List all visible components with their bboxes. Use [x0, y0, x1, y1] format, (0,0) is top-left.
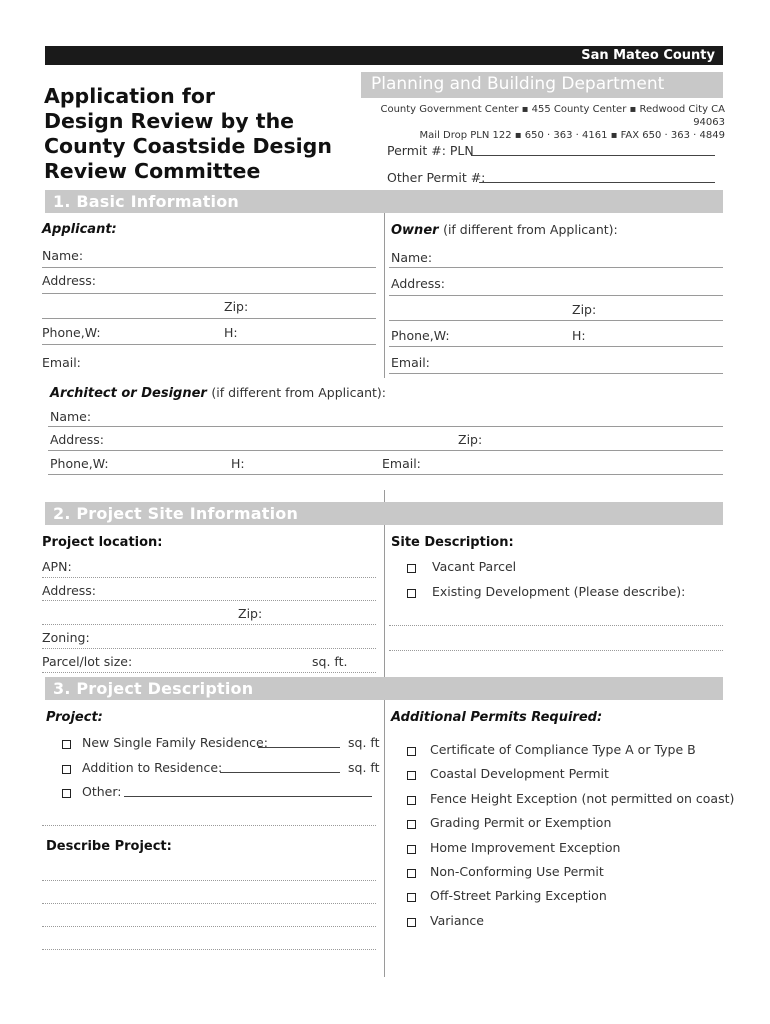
non-conforming-checkbox[interactable] [407, 869, 416, 878]
coastal-development-checkbox[interactable] [407, 771, 416, 780]
non-conforming-label: Non-Conforming Use Permit [430, 864, 604, 879]
applicant-address-field[interactable] [42, 293, 376, 294]
addition-label: Addition to Residence: [82, 760, 223, 775]
site-address-field[interactable] [42, 600, 376, 601]
applicant-address-label: Address: [42, 273, 96, 288]
additional-permits-heading: Additional Permits Required: [391, 710, 603, 725]
department-name: Planning and Building Department [371, 74, 665, 94]
apn-field[interactable] [42, 577, 376, 578]
section1-divider [384, 213, 385, 378]
applicant-name-label: Name: [42, 248, 84, 263]
architect-address-label: Address: [50, 432, 104, 447]
parcel-size-field[interactable] [42, 672, 376, 673]
vacant-parcel-checkbox[interactable] [407, 564, 416, 573]
section3-divider [384, 700, 385, 977]
project-separator [42, 825, 376, 826]
architect-zip-label: Zip: [458, 432, 483, 447]
owner-address-field[interactable] [389, 295, 723, 296]
applicant-phone-label: Phone,W: [42, 325, 101, 340]
architect-address-field[interactable] [48, 450, 723, 451]
grading-permit-checkbox[interactable] [407, 820, 416, 829]
fence-height-checkbox[interactable] [407, 796, 416, 805]
other-permit-field[interactable] [479, 182, 715, 183]
fence-height-label: Fence Height Exception (not permitted on coast) [430, 791, 735, 806]
grading-permit-label: Grading Permit or Exemption [430, 815, 612, 830]
variance-label: Variance [430, 913, 484, 928]
describe-project-line-4[interactable] [42, 949, 376, 950]
section-project-site-information: 2. Project Site Information [45, 502, 723, 525]
page-title: Application for Design Review by the County Coastside Design Review Committee [44, 84, 332, 183]
variance-checkbox[interactable] [407, 918, 416, 927]
project-location-heading: Project location: [42, 535, 163, 550]
off-street-parking-checkbox[interactable] [407, 893, 416, 902]
existing-development-label: Existing Development (Please describe): [432, 584, 686, 599]
describe-project-line-1[interactable] [42, 880, 376, 881]
owner-home-phone-label: H: [572, 328, 586, 343]
section2-divider [384, 525, 385, 677]
site-address-label: Address: [42, 583, 96, 598]
architect-email-label: Email: [382, 456, 421, 471]
certificate-compliance-label: Certificate of Compliance Type A or Type B [430, 742, 696, 757]
certificate-compliance-checkbox[interactable] [407, 747, 416, 756]
site-zip-field[interactable] [42, 624, 376, 625]
section-basic-information: 1. Basic Information [45, 190, 723, 213]
applicant-home-phone-label: H: [224, 325, 238, 340]
site-zip-label: Zip: [238, 606, 263, 621]
applicant-zip-label: Zip: [224, 299, 249, 314]
home-improvement-checkbox[interactable] [407, 845, 416, 854]
section-project-description: 3. Project Description [45, 677, 723, 700]
section1-divider-lower [384, 490, 385, 502]
describe-project-line-2[interactable] [42, 903, 376, 904]
other-project-field[interactable] [124, 796, 372, 797]
zoning-field[interactable] [42, 648, 376, 649]
applicant-email-label: Email: [42, 355, 81, 370]
addition-sqft-field[interactable] [220, 772, 340, 773]
owner-address-label: Address: [391, 276, 445, 291]
owner-name-field[interactable] [389, 267, 723, 268]
new-sfr-sqft-label: sq. ft [348, 735, 380, 750]
architect-phone-label: Phone,W: [50, 456, 109, 471]
describe-project-heading: Describe Project: [46, 839, 172, 854]
owner-phone-field[interactable] [389, 346, 723, 347]
applicant-heading: Applicant: [42, 222, 117, 237]
owner-zip-field[interactable] [389, 320, 723, 321]
site-description-heading: Site Description: [391, 535, 514, 550]
owner-email-field[interactable] [389, 373, 723, 374]
owner-heading: Owner (if different from Applicant): [391, 222, 618, 238]
architect-phone-field[interactable] [48, 474, 723, 475]
other-project-label: Other: [82, 784, 122, 799]
permit-number-label: Permit #: PLN [387, 143, 474, 158]
applicant-zip-field[interactable] [42, 318, 376, 319]
architect-heading: Architect or Designer (if different from Applicant): [50, 385, 387, 401]
owner-phone-label: Phone,W: [391, 328, 450, 343]
vacant-parcel-label: Vacant Parcel [432, 559, 517, 574]
architect-name-label: Name: [50, 409, 92, 424]
architect-name-field[interactable] [48, 426, 723, 427]
permit-number-field[interactable] [471, 155, 715, 156]
department-banner [361, 72, 723, 98]
other-project-checkbox[interactable] [62, 789, 71, 798]
applicant-name-field[interactable] [42, 267, 376, 268]
new-sfr-label: New Single Family Residence: [82, 735, 268, 750]
coastal-development-label: Coastal Development Permit [430, 766, 609, 781]
project-heading: Project: [46, 710, 103, 725]
new-sfr-sqft-field[interactable] [258, 747, 340, 748]
existing-description-line-2[interactable] [389, 650, 723, 651]
owner-name-label: Name: [391, 250, 433, 265]
owner-zip-label: Zip: [572, 302, 597, 317]
department-address: County Government Center ▪ 455 County Center ▪ Redwood City CA 94063 Mail Drop PLN 122 ▪ 650 · 363 · 4161 ▪ FAX 650 · 363 · 4849 [380, 104, 725, 141]
addition-sqft-label: sq. ft [348, 760, 380, 775]
zoning-label: Zoning: [42, 630, 90, 645]
new-sfr-checkbox[interactable] [62, 740, 71, 749]
parcel-sqft-label: sq. ft. [312, 654, 348, 669]
other-permit-label: Other Permit #: [387, 170, 486, 185]
parcel-size-label: Parcel/lot size: [42, 654, 133, 669]
county-name: San Mateo County [581, 48, 715, 63]
home-improvement-label: Home Improvement Exception [430, 840, 621, 855]
county-banner [45, 46, 723, 65]
existing-development-checkbox[interactable] [407, 589, 416, 598]
owner-email-label: Email: [391, 355, 430, 370]
existing-description-line-1[interactable] [389, 625, 723, 626]
apn-label: APN: [42, 559, 72, 574]
addition-checkbox[interactable] [62, 765, 71, 774]
off-street-parking-label: Off-Street Parking Exception [430, 888, 607, 903]
describe-project-line-3[interactable] [42, 926, 376, 927]
architect-home-phone-label: H: [231, 456, 245, 471]
applicant-phone-field[interactable] [42, 344, 376, 345]
